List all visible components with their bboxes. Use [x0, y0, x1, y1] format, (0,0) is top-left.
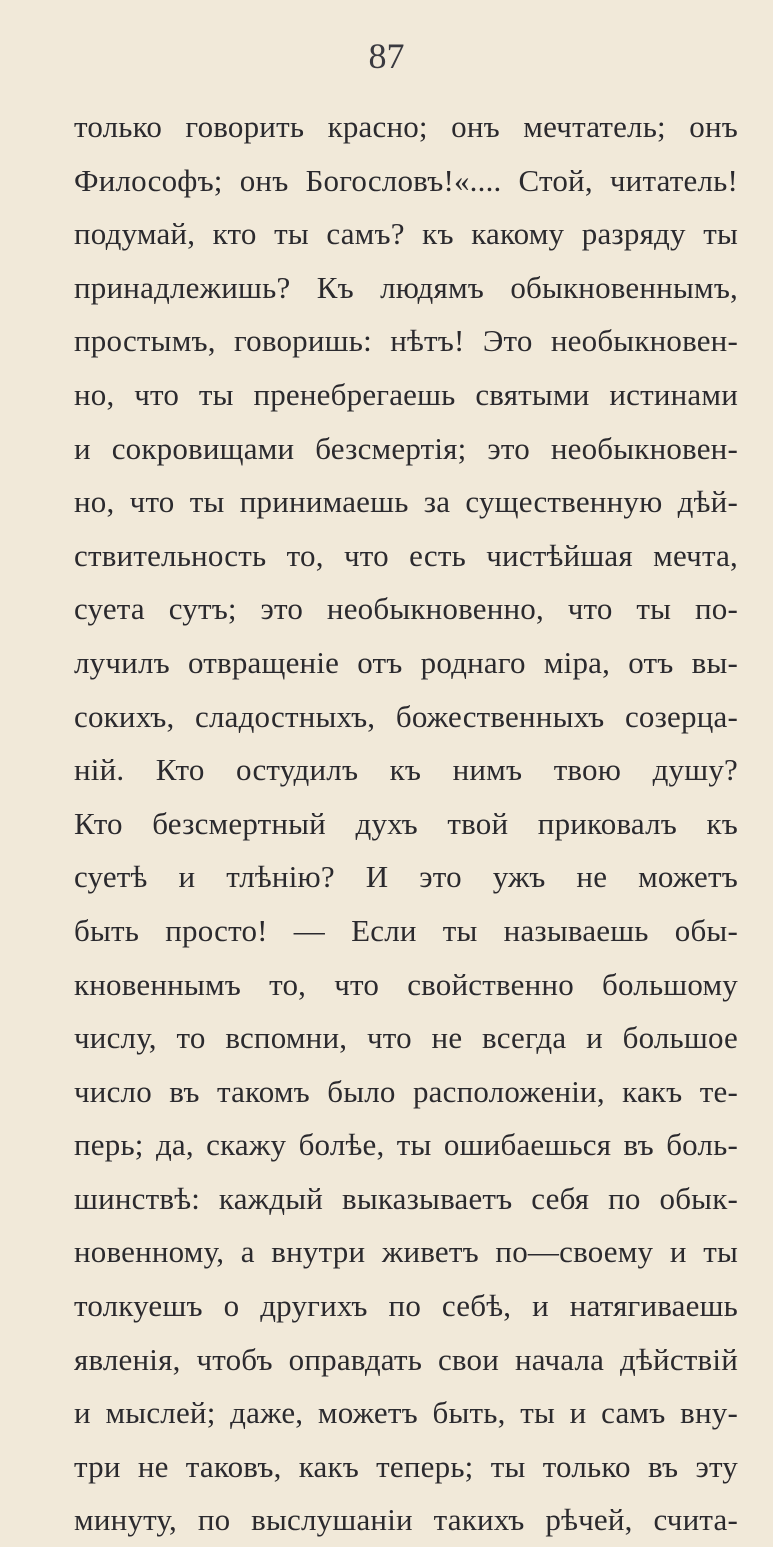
text-line: сокихъ, сладостныхъ, божественныхъ созерца- [74, 698, 738, 734]
text-line: ній. Кто остудилъ къ нимъ твою душу? [74, 752, 738, 788]
text-line: подумай, кто ты самъ? къ какому разряду ты [74, 216, 738, 252]
text-line: шинствѣ: каждый выказываетъ себя по обык- [74, 1180, 738, 1216]
page-number: 87 [368, 36, 405, 76]
text-line: минуту, по выслушаніи такихъ рѣчей, счита- [74, 1502, 738, 1538]
text-line: явленія, чтобъ оправдать свои начала дѣйствій [74, 1341, 738, 1377]
text-line: перь; да, скажу болѣе, ты ошибаешься въ боль- [74, 1127, 738, 1163]
text-line: но, что ты пренебрегаешь святыми истинами [74, 376, 738, 412]
body-text [74, 100, 738, 1547]
text-line: простымъ, говоришь: нѣтъ! Это необыкновен- [74, 323, 738, 359]
text-line: но, что ты принимаешь за существенную дѣй- [74, 484, 738, 520]
text-line: Кто безсмертный духъ твой приковалъ къ [74, 805, 738, 841]
text-line: лучилъ отвращеніе отъ роднаго міра, отъ вы- [74, 644, 738, 680]
text-line: суетѣ и тлѣнію? И это ужъ не можетъ [74, 859, 738, 895]
text-line: ствительность то, что есть чистѣйшая мечта, [74, 537, 738, 573]
text-line: число въ такомъ было расположеніи, какъ те- [74, 1073, 738, 1109]
text-line: принадлежишь? Къ людямъ обыкновеннымъ, [74, 269, 738, 305]
text-line: быть просто! — Если ты называешь обы- [74, 912, 738, 948]
text-line: суета сутъ; это необыкновенно, что ты по- [74, 591, 738, 627]
text-line: числу, то вспомни, что не всегда и большое [74, 1020, 738, 1056]
text-line: толкуешъ о другихъ по себѣ, и натягиваешь [74, 1288, 738, 1324]
text-line: новенному, а внутри живетъ по—своему и ты [74, 1234, 738, 1270]
text-line: Философъ; онъ Богословъ!«.... Стой, читатель! [74, 162, 738, 198]
text-line: и мыслей; даже, можетъ быть, ты и самъ вну- [74, 1395, 738, 1431]
text-line: только говорить красно; онъ мечтатель; онъ [74, 109, 738, 144]
text-line: и сокровищами безсмертія; это необыкновен- [74, 430, 738, 466]
text-line: кновеннымъ то, что свойственно большому [74, 966, 738, 1002]
text-line: три не таковъ, какъ теперь; ты только въ эту [74, 1448, 738, 1484]
